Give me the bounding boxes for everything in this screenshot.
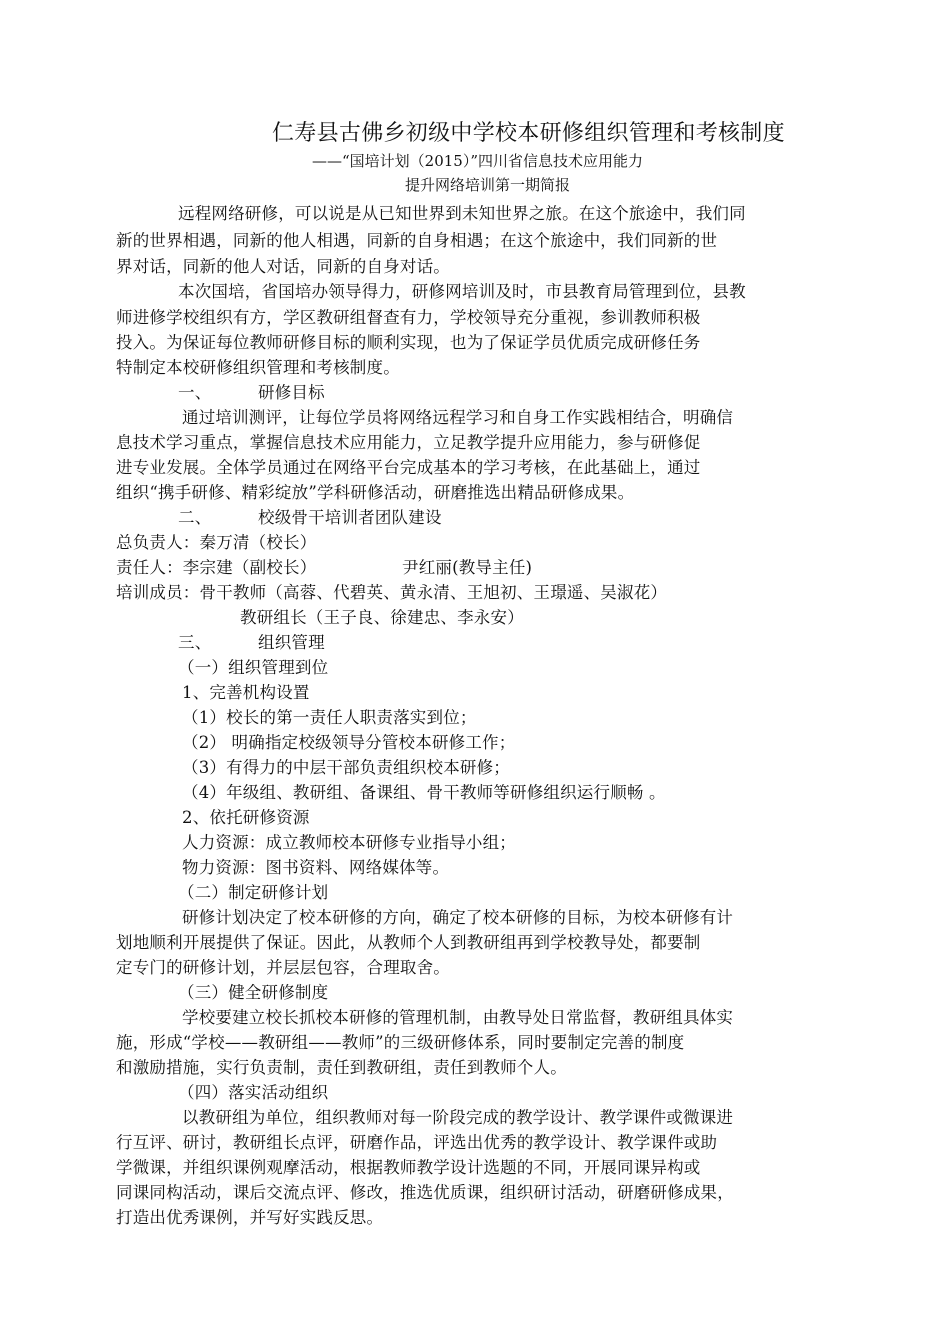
document-subtitle-line1: ——“国培计划（2015）”四川省信息技术应用能力 [312, 152, 644, 170]
section-number: 三、 [178, 633, 212, 652]
paragraph-line: 和激励措施，实行负责制，责任到教研组，责任到教师个人。 [116, 1058, 567, 1077]
section-heading [178, 381, 325, 405]
document-subtitle-line2: 提升网络培训第一期简报 [405, 176, 571, 194]
paragraph-line: 2、依托研修资源 [182, 808, 310, 827]
subsection-heading: （二）制定研修计划 [178, 883, 329, 902]
list-item: （2） 明确指定校级领导分管校本研修工作； [182, 733, 516, 752]
paragraph-line: 组织“携手研修、精彩绽放”学科研修活动，研磨推选出精品研修成果。 [116, 483, 635, 502]
list-item: （4）年级组、教研组、备课组、骨干教师等研修组织运行顺畅 。 [182, 783, 666, 802]
section-number: 二、 [178, 508, 212, 527]
paragraph-line: 打造出优秀课例，并写好实践反思。 [116, 1208, 384, 1227]
paragraph-line: 息技术学习重点，掌握信息技术应用能力，立足教学提升应用能力，参与研修促 [116, 433, 701, 452]
section-title: 研修目标 [258, 383, 325, 402]
paragraph-line: 学校要建立校长抓校本研修的管理机制，由教导处日常监督，教研组具体实 [182, 1008, 734, 1027]
paragraph-line: 学微课，并组织课例观摩活动，根据教师教学设计选题的不同，开展同课异构或 [116, 1158, 701, 1177]
paragraph-line: 新的世界相遇，同新的他人相遇，同新的自身相遇；在这个旅途中，我们同新的世 [116, 231, 718, 250]
paragraph-line: 投入。为保证每位教师研修目标的顺利实现，也为了保证学员优质完成研修任务 [116, 333, 701, 352]
document-title: 仁寿县古佛乡初级中学校本研修组织管理和考核制度 [272, 121, 785, 146]
section-title: 校级骨干培训者团队建设 [258, 508, 442, 527]
paragraph-line: 划地顺利开展提供了保证。因此，从教师个人到教研组再到学校教导处，都要制 [116, 933, 701, 952]
paragraph-line: 以教研组为单位，组织教师对每一阶段完成的教学设计、教学课件或微课进 [182, 1108, 734, 1127]
section-heading [178, 631, 325, 655]
paragraph-line: 培训成员：骨干教师（高蓉、代碧英、黄永清、王旭初、王璟遥、吴淑花） [116, 583, 668, 602]
list-item: （3）有得力的中层干部负责组织校本研修； [182, 758, 510, 777]
paragraph-line: 施，形成“学校——教研组——教师”的三级研修体系，同时要制定完善的制度 [116, 1033, 685, 1052]
section-number: 一、 [178, 383, 212, 402]
paragraph-line: 研修计划决定了校本研修的方向，确定了校本研修的目标，为校本研修有计 [182, 908, 734, 927]
paragraph-line: 进专业发展。全体学员通过在网络平台完成基本的学习考核，在此基础上，通过 [116, 458, 701, 477]
paragraph-line: 通过培训测评，让每位学员将网络远程学习和自身工作实践相结合，明确信 [182, 408, 734, 427]
paragraph-line: 师进修学校组织有方，学区教研组督查有力，学校领导充分重视，参训教师积极 [116, 308, 701, 327]
paragraph-line: 定专门的研修计划，并层层包容，合理取舍。 [116, 958, 450, 977]
list-item: （1）校长的第一责任人职责落实到位； [182, 708, 477, 727]
paragraph-line: 界对话，同新的他人对话，同新的自身对话。 [116, 257, 450, 276]
responsible-person: 责任人：李宗建（副校长） [116, 558, 317, 577]
paragraph-line: 本次国培，省国培办领导得力，研修网培训及时，市县教育局管理到位，县教 [178, 282, 746, 301]
paragraph-line: 教研组长（王子良、徐建忠、李永安） [240, 608, 524, 627]
paragraph-line: 远程网络研修，可以说是从已知世界到未知世界之旅。在这个旅途中，我们同 [178, 204, 746, 223]
paragraph-line: 物力资源：图书资料、网络媒体等。 [182, 858, 450, 877]
responsible-person-2: 尹红丽(教导主任) [402, 558, 533, 577]
paragraph-line: 同课同构活动，课后交流点评、修改，推选优质课，组织研讨活动，研磨研修成果， [116, 1183, 734, 1202]
section-heading [178, 506, 442, 530]
paragraph-line: 总负责人：秦万清（校长） [116, 533, 317, 552]
paragraph-line [116, 556, 532, 580]
subsection-heading: （一）组织管理到位 [178, 658, 329, 677]
section-title: 组织管理 [258, 633, 325, 652]
subsection-heading: （三）健全研修制度 [178, 983, 329, 1002]
subsection-heading: （四）落实活动组织 [178, 1083, 329, 1102]
paragraph-line: 人力资源：成立教师校本研修专业指导小组； [182, 833, 516, 852]
paragraph-line: 1、完善机构设置 [182, 683, 310, 702]
paragraph-line: 行互评、研讨，教研组长点评，研磨作品，评选出优秀的教学设计、教学课件或助 [116, 1133, 718, 1152]
paragraph-line: 特制定本校研修组织管理和考核制度。 [116, 358, 400, 377]
